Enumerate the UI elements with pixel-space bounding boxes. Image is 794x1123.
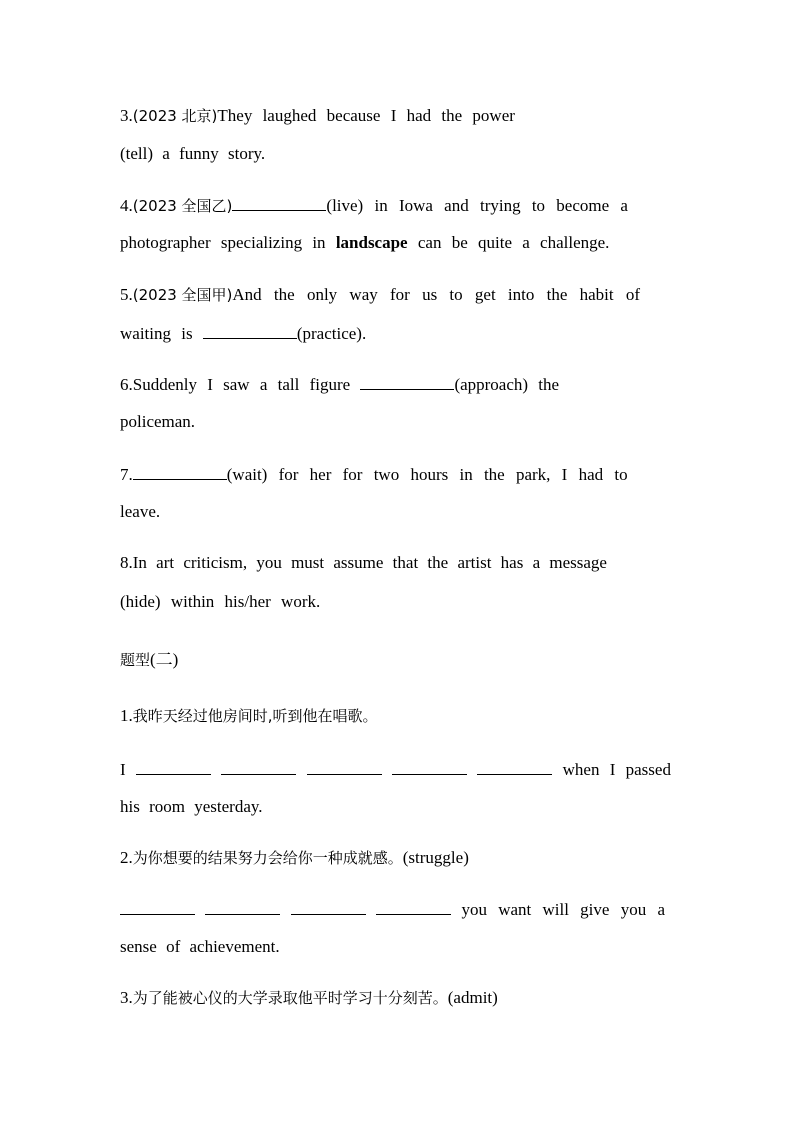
section-title-number: (二) bbox=[150, 650, 179, 669]
t2-prompt bbox=[120, 848, 469, 868]
t1-answer-end: when I passed bbox=[562, 760, 671, 779]
q5-source: (2023 全国甲) bbox=[132, 286, 233, 304]
t1-chinese: 我昨天经过他房间时,听到他在唱歌。 bbox=[132, 707, 378, 725]
q4-keyword: landscape bbox=[335, 233, 408, 252]
t1-number: 1. bbox=[120, 706, 133, 725]
t2-answer-line bbox=[120, 899, 665, 920]
q3-source: (2023 北京) bbox=[132, 107, 218, 125]
q5-line2-after: (practice). bbox=[296, 324, 367, 343]
q7-line1-before: 7. bbox=[120, 465, 133, 484]
t2-chinese: 为你想要的结果努力会给你一种成就感。 bbox=[132, 849, 403, 867]
t3-chinese: 为了能被心仪的大学录取他平时学习十分刻苦。 bbox=[132, 989, 448, 1007]
t2-blank-3[interactable] bbox=[291, 899, 366, 915]
q5-answer-blank[interactable] bbox=[203, 323, 297, 339]
q7-answer-blank[interactable] bbox=[133, 464, 227, 480]
q6-answer-blank[interactable] bbox=[360, 374, 454, 390]
section-title bbox=[120, 650, 178, 670]
q5-line2-before: waiting is bbox=[120, 324, 203, 343]
section-title-cn: 题型 bbox=[120, 651, 151, 669]
q3-text: They laughed because I had the power bbox=[217, 106, 515, 125]
q7-line1-after: (wait) for her for two hours in the park, I had to bbox=[226, 465, 628, 484]
q8-line1: 8.In art criticism, you must assume that the artist has a message bbox=[120, 553, 607, 572]
t2-blank-4[interactable] bbox=[376, 899, 451, 915]
q4-line2 bbox=[120, 233, 609, 253]
q8-line2: (hide) within his/her work. bbox=[120, 592, 321, 611]
t3-prompt bbox=[120, 988, 498, 1008]
q3-number: 3. bbox=[120, 106, 133, 125]
t2-answer-line2: sense of achievement. bbox=[120, 937, 280, 956]
q4-line2-before: photographer specializing in bbox=[120, 233, 336, 252]
q3-line2: (tell) a funny story. bbox=[120, 144, 266, 163]
t2-blank-2[interactable] bbox=[205, 899, 280, 915]
t3-hint: (admit) bbox=[447, 988, 498, 1007]
t1-prompt bbox=[120, 706, 378, 726]
q5-line2 bbox=[120, 323, 366, 344]
q4-line2-after: can be quite a challenge. bbox=[407, 233, 610, 252]
q6-line1 bbox=[120, 374, 559, 395]
q3-line1 bbox=[120, 106, 515, 126]
q4-text: (live) in Iowa and trying to become a bbox=[326, 196, 628, 215]
t1-blank-4[interactable] bbox=[392, 759, 467, 775]
q7-line1 bbox=[120, 464, 628, 485]
t1-answer-line2: his room yesterday. bbox=[120, 797, 263, 816]
q7-line2: leave. bbox=[120, 502, 161, 521]
q4-source: (2023 全国乙) bbox=[132, 197, 233, 215]
t1-answer-start: I bbox=[120, 760, 126, 779]
t1-blank-2[interactable] bbox=[221, 759, 296, 775]
t2-hint: (struggle) bbox=[402, 848, 469, 867]
q5-line1 bbox=[120, 285, 640, 305]
q4-line1 bbox=[120, 195, 671, 216]
q6-line2: policeman. bbox=[120, 412, 196, 431]
q5-number: 5. bbox=[120, 285, 133, 304]
t1-blank-3[interactable] bbox=[307, 759, 382, 775]
t1-blank-1[interactable] bbox=[136, 759, 211, 775]
q6-line1-before: 6.Suddenly I saw a tall figure bbox=[120, 375, 361, 394]
q4-answer-blank[interactable] bbox=[232, 195, 326, 211]
t2-blank-1[interactable] bbox=[120, 899, 195, 915]
t2-number: 2. bbox=[120, 848, 133, 867]
q4-number: 4. bbox=[120, 196, 133, 215]
t2-answer-end: you want will give you a bbox=[461, 900, 665, 919]
q6-line1-after: (approach) the bbox=[454, 375, 560, 394]
t3-number: 3. bbox=[120, 988, 133, 1007]
q5-text: And the only way for us to get into the habit of bbox=[232, 285, 641, 304]
t1-answer-line bbox=[120, 759, 671, 780]
t1-blank-5[interactable] bbox=[477, 759, 552, 775]
